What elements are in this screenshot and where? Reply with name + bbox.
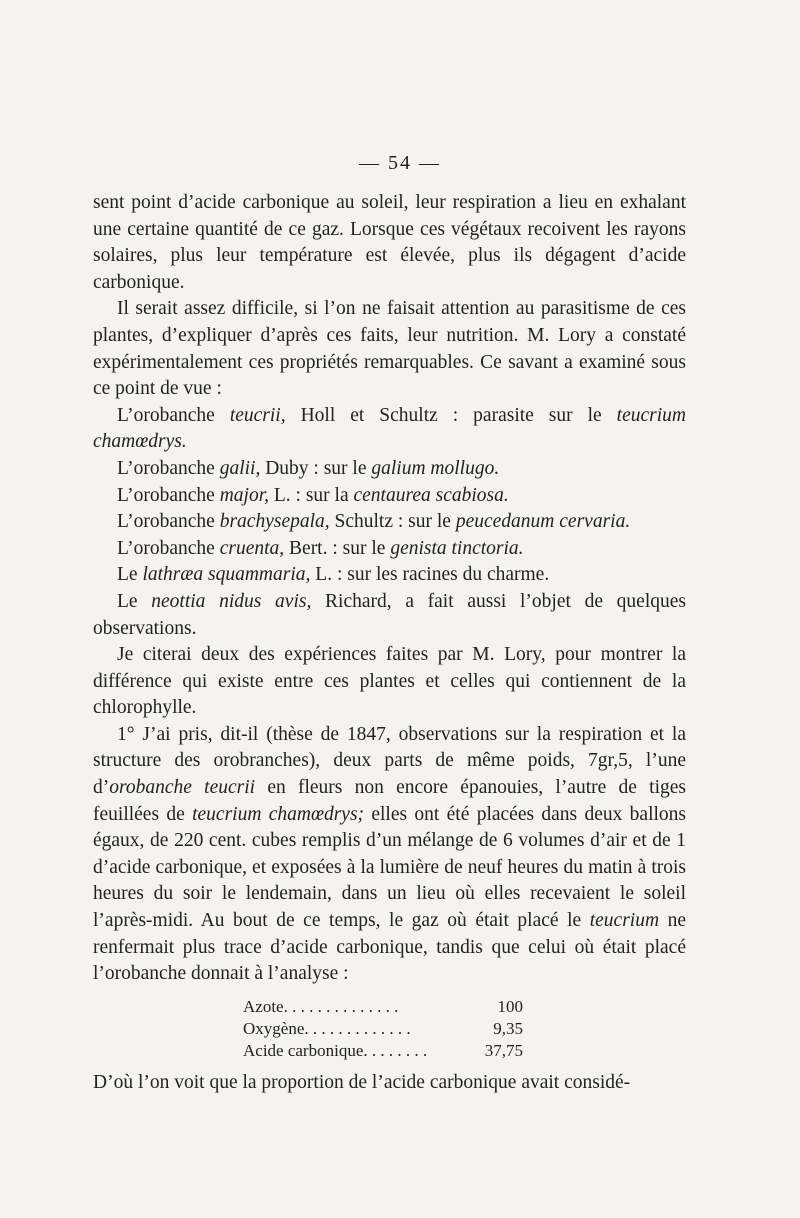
body-text bbox=[93, 190, 686, 1096]
species-item: L’orobanche cruenta, Bert. : sur le genista tinctoria. bbox=[117, 537, 524, 559]
species-item: L’orobanche major, L. : sur la centaurea scabiosa. bbox=[117, 484, 509, 506]
result-row: Azote. . . . . . . . . . . . . . 100 bbox=[243, 996, 523, 1016]
species-item: Le lathræa squammaria, L. : sur les racines du charme. bbox=[117, 564, 550, 586]
species-item: L’orobanche galii, Duby : sur le galium mollugo. bbox=[117, 457, 500, 479]
species-list bbox=[93, 403, 686, 642]
page-number: — 54 — bbox=[359, 152, 441, 174]
paragraph-2: Il serait assez difficile, si l’on ne faisait attention au parasitisme de ces plantes, d’expliquer d’après ces faits, leur nutrition. M. Lory a constaté expérimentalement ces propriétés remarquables. Ce savant a examiné sous ce point de vue : bbox=[93, 298, 686, 400]
paragraph-3: Je citerai deux des expériences faites par M. Lory, pour montrer la différence qui existe entre ces plantes et celles qui contiennent de la chlorophylle. bbox=[93, 644, 686, 719]
paragraph-5: D’où l’on voit que la proportion de l’acide carbonique avait considé- bbox=[93, 1071, 631, 1093]
result-row: Oxygène. . . . . . . . . . . . . 9,35 bbox=[243, 1018, 523, 1038]
species-item: L’orobanche teucrii, Holl et Schultz : parasite sur le teucrium chamœdrys. bbox=[93, 404, 686, 453]
paragraph-1: sent point d’acide carbonique au soleil, leur respiration a lieu en exhalant une certaine quantité de ce gaz. Lorsque ces végétaux recoivent les rayons solaires, plus leur température est élevée, plus ils dégagent d’acide carbonique. bbox=[93, 192, 686, 293]
analysis-results bbox=[243, 996, 523, 1062]
species-item: Le neottia nidus avis, Richard, a fait aussi l’objet de quelques observations. bbox=[93, 590, 686, 639]
paragraph-4: 1° J’ai pris, dit-il (thèse de 1847, observations sur la respiration et la structure des orobranches), deux parts de même poids, 7gr,5, l’une d’orobanche teucrii en fleurs non encore épanouies, l’autre de tiges feuillées de teucrium chamœdrys; elles ont été placées dans deux ballons égaux, de 220 cent. cubes remplis d’un mélange de 6 volumes d’air et de 1 d’acide carbonique, et exposées à la lumière de neuf heures du matin à trois heures du soir le lendemain, dans un lieu où elles recevaient le soleil l’après-midi. Au bout de ce temps, le gaz où était placé le teucrium ne renfermait plus trace d’acide carbonique, tandis que celui où était placé l’orobanche donnait à l’analyse : bbox=[93, 723, 686, 985]
result-row: Acide carbonique. . . . . . . . 37,75 bbox=[243, 1040, 523, 1060]
species-item: L’orobanche brachysepala, Schultz : sur le peucedanum cervaria. bbox=[117, 511, 631, 533]
